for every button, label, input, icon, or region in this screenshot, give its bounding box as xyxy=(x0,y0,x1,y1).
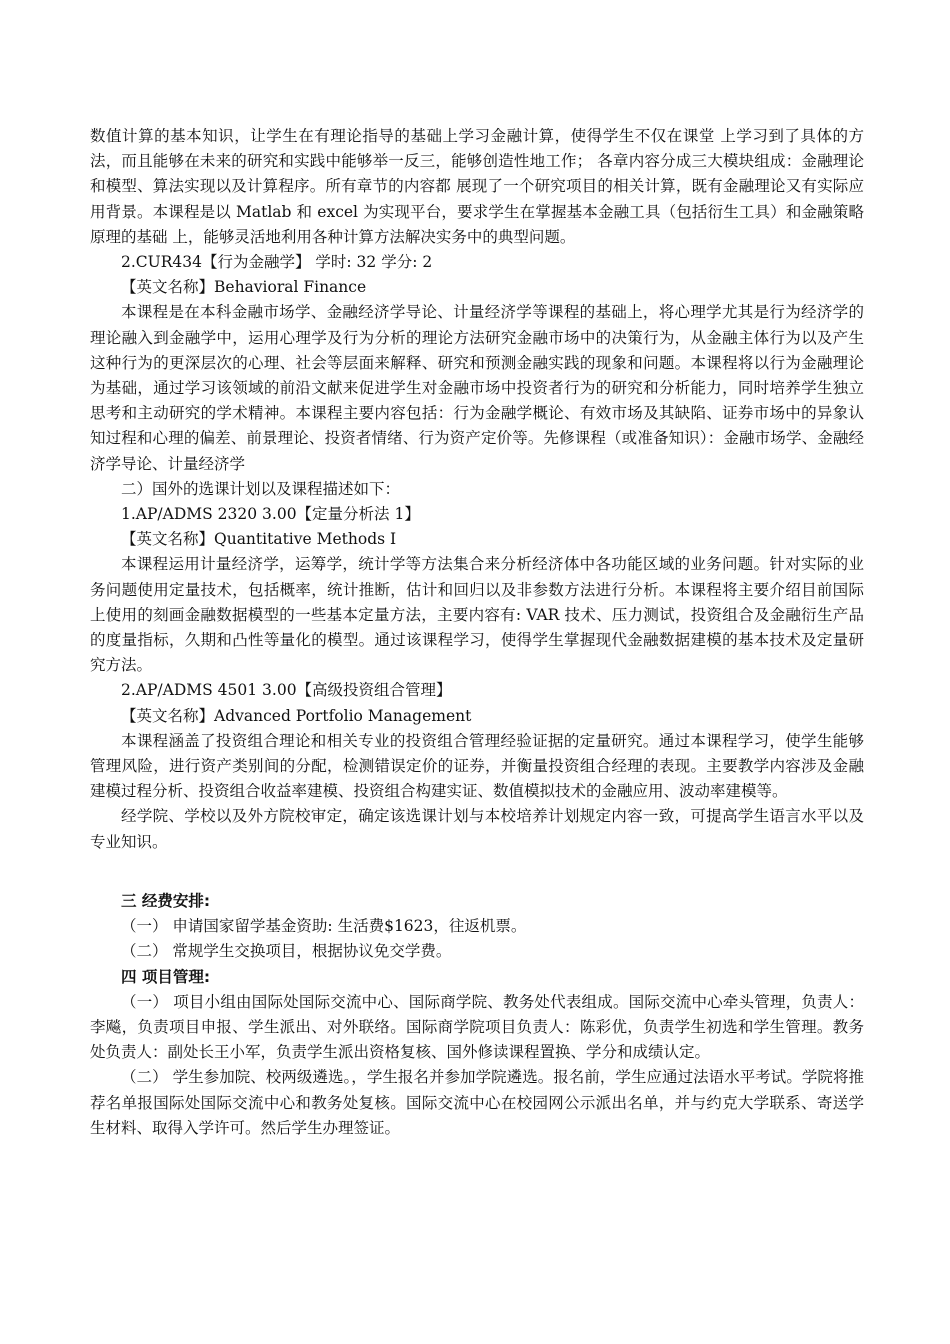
foreign-course-plan-intro: 二）国外的选课计划以及课程描述如下： xyxy=(121,479,401,498)
management-item-2: （二） 学生参加院、校两级遴选。，学生报名并参加学院遴选。报名前，学生应通过法语水平考试。学院将推荐名单报国际处国际交流中心和教务处复核。国际交流中心在校园网公示派出名单，并与约克大学联系、寄送学生材料、取得入学许可。然后学生办理签证。 xyxy=(90,1068,864,1137)
english-name-quantitative-methods: 【英文名称】Quantitative Methods I xyxy=(121,530,397,549)
course-description-quantitative-methods: 本课程运用计量经济学，运筹学，统计学等方法集合来分析经济体中各功能区域的业务问题。针对实际的业务问题使用定量技术，包括概率，统计推断，估计和回归以及非参数方法进行分析。本课程将主要介绍目前国际上使用的刻画金融数据模型的一些基本定量方法，主要内容有: VAR 技术、压力测试，投资组合及金融衍生产品的度量指标，久期和凸性等量化的模型。通过该课程学习，使得学生掌握现代金融数据建模的基本技术及定量研究方法。 xyxy=(90,555,864,675)
course-description-continued: 数值计算的基本知识，让学生在有理论指导的基础上学习金融计算，使得学生不仅在课堂 上学习到了具体的方法，而且能够在未来的研究和实践中能够举一反三，能够创造性地工作； 各章内容分成三大模块组成：金融理论和模型、算法实现以及计算程序。所有章节的内容都 展现了一个研究项目的相关计算，既有金融理论又有实际应用背景。本课程是以 Matlab 和 excel 为实现平台，要求学生在掌握基本金融工具（包括衍生工具）和金融策略原理的基础 上，能够灵活地利用各种计算方法解决实务中的典型问题。 xyxy=(90,127,864,246)
course-heading-quantitative-methods: 1.AP/ADMS 2320 3.00【定量分析法 1】 xyxy=(121,505,420,524)
course-heading-portfolio-management: 2.AP/ADMS 4501 3.00【高级投资组合管理】 xyxy=(121,681,452,700)
english-name-portfolio-management: 【英文名称】Advanced Portfolio Management xyxy=(121,706,472,725)
funding-item-1: （一） 申请国家留学基金资助: 生活费$1623，往返机票。 xyxy=(121,917,527,936)
section-spacer xyxy=(90,855,864,889)
course-description-portfolio-management: 本课程涵盖了投资组合理论和相关专业的投资组合管理经验证据的定量研究。通过本课程学习，使学生能够管理风险，进行资产类别间的分配，检测错误定价的证券，并衡量投资组合经理的表现。主要教学内容涉及金融建模过程分析、投资组合收益率建模、投资组合构建实证、数值模拟技术的金融应用、波动率建模等。 xyxy=(90,731,864,801)
funding-item-2: （二） 常规学生交换项目，根据协议免交学费。 xyxy=(121,942,452,961)
course-description-behavioral-finance: 本课程是在本科金融市场学、金融经济学导论、计量经济学等课程的基础上，将心理学尤其是行为经济学的理论融入到金融学中，运用心理学及行为分析的理论方法研究金融市场中的决策行为，从金融主体行为以及产生这种行为的更深层次的心理、社会等层面来解释、研究和预测金融实践的现象和问题。本课程将以行为金融理论为基础，通过学习该领域的前沿文献来促进学生对金融市场中投资者行为的研究和分析能力，同时培养学生独立思考和主动研究的学术精神。本课程主要内容包括：行为金融学概论、有效市场及其缺陷、证券市场中的异象认知过程和心理的偏差、前景理论、投资者情绪、行为资产定价等。先修课程（或准备知识）：金融市场学、金融经济学导论、计量经济学 xyxy=(90,303,864,473)
review-statement: 经学院、学校以及外方院校审定，确定该选课计划与本校培养计划规定内容一致，可提高学生语言水平以及专业知识。 xyxy=(90,807,864,851)
management-item-1: （一） 项目小组由国际处国际交流中心、国际商学院、教务处代表组成。国际交流中心牵头管理，负责人：李飚，负责项目申报、学生派出、对外联络。国际商学院项目负责人：陈彩优，负责学生初选和学生管理。教务处负责人：副处长王小军，负责学生派出资格复核、国外修读课程置换、学分和成绩认定。 xyxy=(90,992,864,1062)
section-heading-management: 四 项目管理: xyxy=(121,967,211,986)
section-heading-funding: 三 经费安排: xyxy=(121,891,211,910)
course-heading-behavioral-finance: 2.CUR434【行为金融学】 学时: 32 学分: 2 xyxy=(121,253,433,272)
english-name-behavioral-finance: 【英文名称】Behavioral Finance xyxy=(121,278,367,297)
